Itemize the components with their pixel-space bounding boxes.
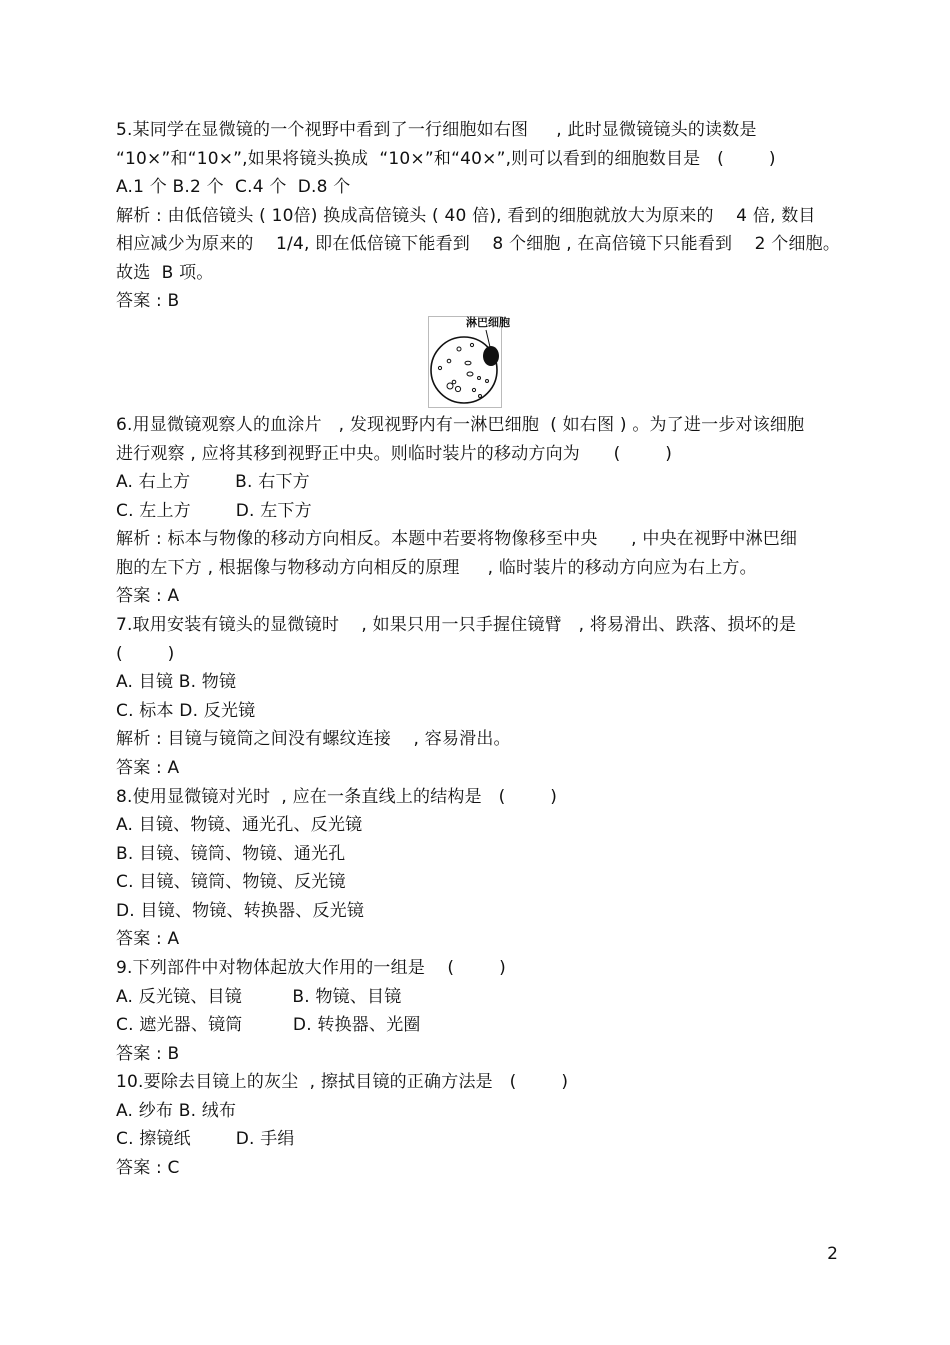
q6-options-cd: C. 左上方 D. 左下方 — [116, 501, 312, 521]
q7-stem-line-2: ( ) — [116, 644, 175, 664]
q5-options: A.1 个 B.2 个 C.4 个 D.8 个 — [116, 177, 351, 197]
q5-stem-line-2: “10×”和“10×”,如果将镜头换成 “10×”和“40×”,则可以看到的细胞数目是 ( ) — [116, 149, 776, 169]
q6-answer: 答案 : A — [116, 586, 180, 606]
q5-answer: 答案 : B — [116, 291, 180, 311]
q6-analysis-line-2: 胞的左下方 , 根据像与物移动方向相反的原理 , 临时装片的移动方向应为右上方。 — [116, 558, 757, 578]
q5-analysis-line-2: 相应减少为原来的 1/4, 即在低倍镜下能看到 8 个细胞 , 在高倍镜下只能看到 2 个细胞。 — [116, 234, 841, 254]
q7-options-ab: A. 目镜 B. 物镜 — [116, 672, 237, 692]
q8-option-d: D. 目镜、物镜、转换器、反光镜 — [116, 901, 365, 921]
figure-label: 淋巴细胞 — [466, 316, 510, 329]
q9-answer: 答案 : B — [116, 1044, 180, 1064]
q6-stem-line-1: 6.用显微镜观察人的血涂片 , 发现视野内有一淋巴细胞 ( 如右图 ) 。为了进一步对该细胞 — [116, 415, 805, 435]
q10-options-ab: A. 纱布 B. 绒布 — [116, 1101, 237, 1121]
microscope-field-drawing — [428, 316, 502, 408]
q6-stem-line-2: 进行观察 , 应将其移到视野正中央。则临时装片的移动方向为 ( ) — [116, 444, 673, 464]
q8-option-c: C. 目镜、镜筒、物镜、反光镜 — [116, 872, 346, 892]
q7-analysis: 解析 : 目镜与镜筒之间没有螺纹连接 , 容易滑出。 — [116, 729, 511, 749]
q5-analysis-line-1: 解析 : 由低倍镜头 ( 10倍) 换成高倍镜头 ( 40 倍), 看到的细胞就放大为原来的 4 倍, 数目 — [116, 206, 816, 226]
q9-stem: 9.下列部件中对物体起放大作用的一组是 ( ) — [116, 958, 506, 978]
q8-option-b: B. 目镜、镜筒、物镜、通光孔 — [116, 844, 346, 864]
microscope-field-figure — [428, 316, 502, 408]
q10-stem: 10.要除去目镜上的灰尘 , 擦拭目镜的正确方法是 ( ) — [116, 1072, 569, 1092]
q7-stem-line-1: 7.取用安装有镜头的显微镜时 , 如果只用一只手握住镜臂 , 将易滑出、跌落、损坏的是 — [116, 615, 797, 635]
q7-answer: 答案 : A — [116, 758, 180, 778]
q5-stem-line-1: 5.某同学在显微镜的一个视野中看到了一行细胞如右图 , 此时显微镜镜头的读数是 — [116, 120, 757, 140]
lymphocyte-cell-icon — [483, 346, 499, 366]
q6-analysis-line-1: 解析 : 标本与物像的移动方向相反。本题中若要将物像移至中央 , 中央在视野中淋巴细 — [116, 529, 798, 549]
q8-answer: 答案 : A — [116, 929, 180, 949]
q9-options-cd: C. 遮光器、镜筒 D. 转换器、光圈 — [116, 1015, 421, 1035]
page-number: 2 — [827, 1244, 838, 1264]
q9-options-ab: A. 反光镜、目镜 B. 物镜、目镜 — [116, 987, 402, 1007]
q8-option-a: A. 目镜、物镜、通光孔、反光镜 — [116, 815, 363, 835]
q10-answer: 答案 : C — [116, 1158, 180, 1178]
q6-options-ab: A. 右上方 B. 右下方 — [116, 472, 310, 492]
q5-analysis-line-3: 故选 B 项。 — [116, 263, 214, 283]
q7-options-cd: C. 标本 D. 反光镜 — [116, 701, 256, 721]
q10-options-cd: C. 擦镜纸 D. 手绢 — [116, 1129, 295, 1149]
q8-stem: 8.使用显微镜对光时 , 应在一条直线上的结构是 ( ) — [116, 787, 558, 807]
